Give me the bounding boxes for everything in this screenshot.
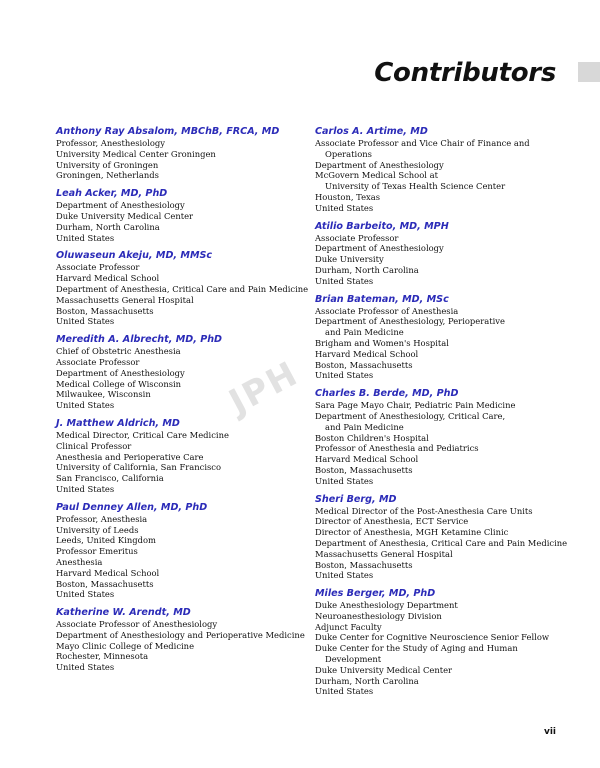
affiliation-line: University of Groningen	[56, 159, 159, 170]
contributor-name: Meredith A. Albrecht, MD, PhD	[56, 334, 223, 346]
affiliation-line: Boston, Massachusetts	[315, 359, 413, 370]
affiliation-line: Department of Anesthesia, Critical Care and Pain Medicine	[315, 537, 568, 548]
contributor-entry	[315, 125, 585, 214]
affiliation-line: Anesthesia and Perioperative Care	[56, 451, 204, 462]
affiliation-line: Department of Anesthesiology and Perioperative Medicine	[56, 629, 305, 640]
affiliation-line: United States	[315, 570, 374, 581]
affiliation-line: Director of Anesthesia, MGH Ketamine Clinic	[315, 527, 509, 538]
affiliation-line: Department of Anesthesiology, Perioperative	[315, 316, 505, 327]
affiliation-line: University of Texas Health Science Center	[325, 181, 506, 192]
affiliation-line: Clinical Professor	[56, 440, 132, 451]
affiliation-line: Associate Professor and Vice Chair of Finance and	[315, 138, 530, 148]
affiliation-line: Groningen, Netherlands	[56, 170, 159, 181]
affiliation-line: Massachusetts General Hospital	[315, 548, 453, 559]
affiliation-line: United States	[56, 400, 115, 411]
affiliation-line: United States	[315, 370, 374, 381]
affiliation-line: United States	[315, 475, 374, 486]
contributor-entry	[56, 501, 306, 600]
affiliation-line: Mayo Clinic College of Medicine	[56, 640, 195, 651]
affiliation-line: University of California, San Francisco	[56, 462, 222, 473]
affiliation-line: Department of Anesthesiology	[315, 243, 444, 254]
affiliation-line: Director of Anesthesia, ECT Service	[315, 516, 469, 527]
contributor-name: Miles Berger, MD, PhD	[315, 588, 436, 600]
affiliation-line: United States	[56, 662, 115, 673]
contributor-entry	[56, 187, 306, 243]
affiliation-line: United States	[56, 589, 115, 600]
affiliation-line: Boston Children's Hospital	[315, 432, 429, 443]
affiliation-line: Development	[325, 654, 382, 665]
affiliation-line: University of Leeds	[56, 524, 139, 535]
affiliation-line: Department of Anesthesia, Critical Care and Pain Medicine	[56, 283, 309, 294]
affiliation-line: Medical College of Wisconsin	[56, 378, 182, 389]
contributor-name: Leah Acker, MD, PhD	[56, 188, 168, 200]
affiliation-line: and Pain Medicine	[325, 421, 404, 432]
affiliation-line: Durham, North Carolina	[315, 675, 419, 686]
affiliation-line: Milwaukee, Wisconsin	[56, 389, 151, 400]
affiliation-line: and Pain Medicine	[325, 327, 404, 338]
affiliation-line: Harvard Medical School	[315, 348, 419, 359]
affiliation-line: Professor, Anesthesia	[56, 513, 148, 524]
affiliation-line: United States	[315, 202, 374, 213]
affiliation-line: Durham, North Carolina	[315, 264, 419, 275]
affiliation-line: Sara Page Mayo Chair, Pediatric Pain Medicine	[315, 400, 516, 411]
affiliation-line: Associate Professor of Anesthesiology	[56, 619, 218, 630]
affiliation-line: Duke University Medical Center	[56, 210, 194, 221]
affiliation-line: Professor, Anesthesiology	[56, 138, 166, 148]
affiliation-line: Department of Anesthesiology	[56, 367, 185, 378]
contributor-entry	[315, 587, 585, 697]
affiliation-line: Duke Anesthesiology Department	[315, 600, 458, 611]
affiliation-line: Boston, Massachusetts	[56, 305, 154, 316]
contributor-entry	[56, 417, 306, 495]
affiliation-line: Chief of Obstetric Anesthesia	[56, 346, 181, 357]
affiliation-line: University Medical Center Groningen	[56, 148, 216, 159]
affiliation-line: Boston, Massachusetts	[56, 578, 154, 589]
contributor-name: Brian Bateman, MD, MSc	[315, 293, 449, 305]
affiliation-line: Rochester, Minnesota	[56, 651, 149, 662]
affiliation-line: Boston, Massachusetts	[315, 464, 413, 475]
contributor-entry	[56, 125, 306, 181]
contributor-name: Atilio Barbeito, MD, MPH	[315, 220, 449, 232]
affiliation-line: Department of Anesthesiology	[315, 159, 444, 170]
affiliation-line: Department of Anesthesiology, Critical Care,	[315, 410, 506, 421]
affiliation-line: Associate Professor of Anesthesia	[315, 305, 459, 316]
affiliation-line: Associate Professor	[315, 232, 399, 243]
contributor-entry	[56, 249, 309, 327]
contributor-name: J. Matthew Aldrich, MD	[56, 417, 180, 429]
affiliation-line: United States	[315, 275, 374, 286]
right-column	[315, 125, 585, 703]
affiliation-line: Duke Center for the Study of Aging and Human	[315, 643, 518, 654]
affiliation-line: Boston, Massachusetts	[315, 559, 413, 570]
page-number: vii	[543, 727, 556, 737]
affiliation-line: Harvard Medical School	[56, 567, 160, 578]
affiliation-line: Medical Director of the Post-Anesthesia Care Units	[315, 505, 533, 516]
affiliation-line: Anesthesia	[56, 556, 103, 567]
affiliation-line: Harvard Medical School	[315, 454, 419, 465]
affiliation-line: Leeds, United Kingdom	[56, 535, 156, 546]
contributor-entry	[56, 606, 306, 673]
contributor-entry	[315, 220, 585, 287]
contributor-name: Katherine W. Arendt, MD	[56, 607, 191, 619]
affiliation-line: Neuroanesthesiology Division	[315, 610, 442, 621]
page-title: Contributors	[374, 58, 556, 88]
contributor-name: Oluwaseun Akeju, MD, MMSc	[56, 250, 213, 262]
affiliation-line: Houston, Texas	[315, 191, 381, 202]
affiliation-line: Professor of Anesthesia and Pediatrics	[315, 443, 479, 454]
affiliation-line: Professor Emeritus	[56, 546, 138, 557]
contributor-entry	[315, 293, 585, 382]
contributor-name: Carlos A. Artime, MD	[315, 126, 428, 137]
affiliation-line: Brigham and Women's Hospital	[315, 337, 449, 348]
affiliation-line: Medical Director, Critical Care Medicine	[56, 429, 229, 440]
affiliation-line: Harvard Medical School	[56, 273, 160, 284]
affiliation-line: Duke University	[315, 254, 384, 265]
affiliation-line: Duke University Medical Center	[315, 664, 453, 675]
affiliation-line: Adjunct Faculty	[315, 621, 382, 632]
affiliation-line: United States	[56, 483, 115, 494]
affiliation-line: United States	[315, 686, 374, 697]
affiliation-line: Associate Professor	[56, 356, 140, 367]
chapter-tab-marker	[578, 62, 600, 82]
affiliation-line: Department of Anesthesiology	[56, 200, 185, 211]
affiliation-line: Massachusetts General Hospital	[56, 294, 194, 305]
affiliation-line: Duke Center for Cognitive Neuroscience Senior Fellow	[315, 632, 550, 643]
affiliation-line: United States	[56, 232, 115, 243]
contributor-name: Sheri Berg, MD	[315, 493, 397, 505]
contributor-name: Anthony Ray Absalom, MBChB, FRCA, MD	[56, 126, 280, 137]
affiliation-line: Operations	[325, 148, 372, 159]
affiliation-line: McGovern Medical School at	[315, 170, 438, 181]
watermark: JPH	[222, 353, 306, 423]
contributor-name: Charles B. Berde, MD, PhD	[315, 388, 459, 400]
affiliation-line: San Francisco, California	[56, 473, 164, 484]
affiliation-line: Durham, North Carolina	[56, 221, 160, 232]
affiliation-line: United States	[56, 316, 115, 327]
contributor-entry	[315, 493, 585, 582]
contributor-name: Paul Denney Allen, MD, PhD	[56, 501, 208, 513]
contributor-entry	[315, 387, 585, 486]
affiliation-line: Associate Professor	[56, 262, 140, 273]
